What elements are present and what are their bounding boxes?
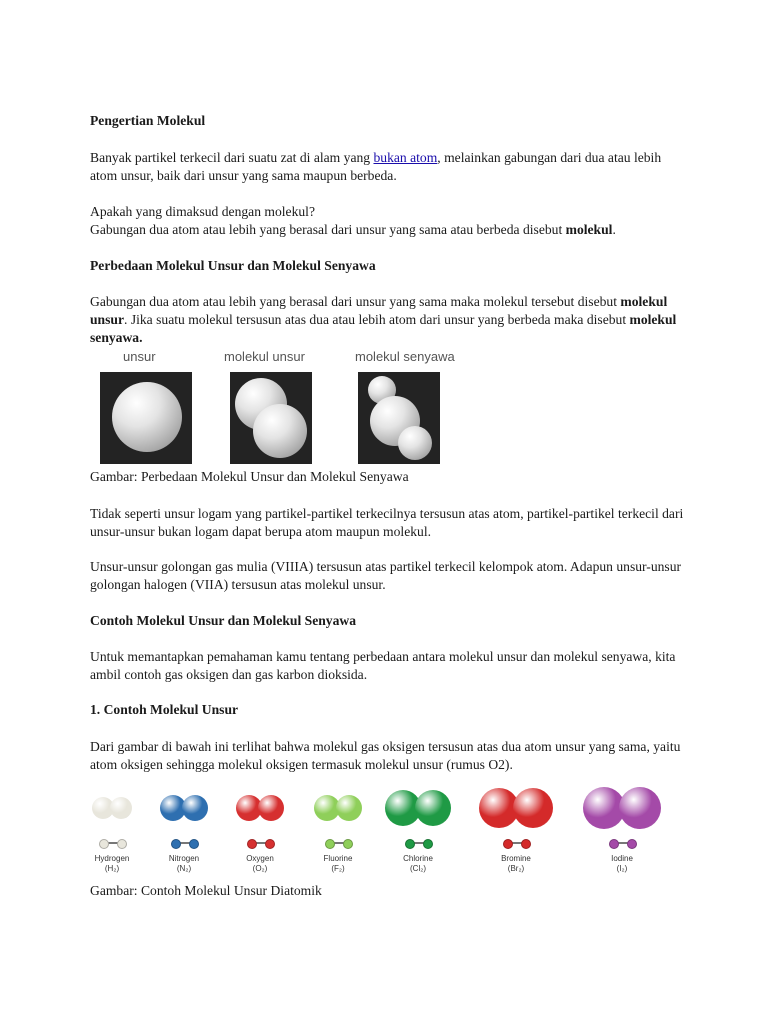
molecule-formula: (N₂) (176, 864, 192, 873)
paragraph-text: Gabungan dua atom atau lebih yang berasal dari unsur yang sama maka molekul tersebut disebut (90, 294, 621, 309)
section-title-contoh: Contoh Molekul Unsur dan Molekul Senyawa (90, 613, 357, 628)
figure-molecule-comparison (96, 346, 476, 466)
section-title-perbedaan: Perbedaan Molekul Unsur dan Molekul Senyawa (90, 258, 376, 273)
molecule-formula: (F₂) (331, 864, 345, 873)
molecule-formula: (Cl₂) (410, 864, 426, 873)
atom-sphere (398, 426, 432, 460)
atom-dot (265, 839, 275, 849)
molecule-formula: (H₂) (104, 864, 120, 873)
answer-before: Gabungan dua atom atau lebih yang berasal dari unsur yang sama atau berbeda disebut (90, 222, 566, 237)
molecule-iodine (579, 776, 665, 880)
atom-ball (513, 788, 553, 828)
section-title-contoh-molekul-unsur: 1. Contoh Molekul Unsur (90, 702, 239, 717)
molecule-name: Oxygen (246, 854, 274, 863)
atom-dot (521, 839, 531, 849)
molecule-formula: (Br₂) (507, 864, 525, 873)
atom-dot (99, 839, 109, 849)
atom-ball (415, 790, 451, 826)
figure-caption-perbedaan: Gambar: Perbedaan Molekul Unsur dan Molekul Senyawa (90, 469, 409, 484)
figure-caption-diatomik: Gambar: Contoh Molekul Unsur Diatomik (90, 883, 322, 898)
atom-dot (171, 839, 181, 849)
molecule-formula: (I₂) (616, 864, 628, 873)
molecule-formula: (O₂) (252, 864, 268, 873)
paragraph-text: , melainkan gabungan dari dua atau lebih atom unsur, baik dari unsur yang sama maupun berbeda. (90, 150, 662, 183)
bold-molekul-senyawa: molekul senyawa. (90, 312, 677, 345)
atom-dot (423, 839, 433, 849)
atom-ball (182, 795, 208, 821)
atom-dot (609, 839, 619, 849)
atom-sphere (112, 382, 182, 452)
atom-dot (343, 839, 353, 849)
atom-dot (405, 839, 415, 849)
atom-dot (627, 839, 637, 849)
paragraph-gas-mulia: Unsur-unsur golongan gas mulia (VIIIA) tersusun atas partikel terkecil kelompok atom. Adapun unsur-unsur golongan halogen (VIIA) tersusun atas molekul unsur. (90, 559, 682, 592)
molecule-oxygen (217, 776, 303, 880)
molecule-chlorine (375, 776, 461, 880)
answer-bold: molekul (565, 222, 613, 237)
atom-dot (117, 839, 127, 849)
molecule-name: Chlorine (403, 854, 433, 863)
atom-ball (258, 795, 284, 821)
molecule-nitrogen (141, 776, 227, 880)
figure-diatomic-molecules (90, 776, 680, 880)
molekul-senyawa-image (358, 372, 440, 464)
unsur-image (100, 372, 192, 464)
atom-dot (503, 839, 513, 849)
molecule-fluorine (295, 776, 381, 880)
paragraph-text: . Jika suatu molekul tersusun atas dua atau lebih atom dari unsur yang berbeda maka disebut (124, 312, 630, 327)
atom-ball (336, 795, 362, 821)
answer-text (90, 221, 690, 239)
atom-ball (619, 787, 661, 829)
section-title-pengertian-molekul: Pengertian Molekul (90, 113, 206, 128)
paragraph-oksigen: Dari gambar di bawah ini terlihat bahwa molekul gas oksigen tersusun atas dua atom unsur yang sama, yaitu atom oksigen sehingga molekul oksigen termasuk molekul unsur (rumus O2). (90, 739, 681, 772)
atom-dot (189, 839, 199, 849)
paragraph-nonmetal: Tidak seperti unsur logam yang partikel-partikel terkecilnya tersusun atas atom, partikel-partikel terkecil dari unsur-unsur bukan logam dapat berupa atom maupun molekul. (90, 506, 684, 539)
figure-label-molekul-unsur: molekul unsur (224, 349, 305, 364)
figure-label-molekul-senyawa: molekul senyawa (355, 349, 455, 364)
paragraph-contoh: Untuk memantapkan pemahaman kamu tentang perbedaan antara molekul unsur dan molekul senyawa, kita ambil contoh gas oksigen dan gas karbon dioksida. (90, 649, 676, 682)
paragraph-perbedaan (90, 293, 690, 347)
molecule-name: Bromine (501, 854, 531, 863)
atom-dot (247, 839, 257, 849)
answer-after: . (612, 222, 616, 237)
molecule-name: Nitrogen (168, 854, 200, 863)
molekul-unsur-image (230, 372, 312, 464)
paragraph-definition (90, 149, 690, 185)
molecule-name: Fluorine (323, 854, 353, 863)
molecule-bromine (473, 776, 559, 880)
atom-sphere (253, 404, 307, 458)
bukan-atom-link[interactable]: bukan atom (373, 150, 438, 165)
molecule-name: Hydrogen (94, 854, 130, 863)
molecule-name: Iodine (611, 854, 633, 863)
bold-molekul-unsur: molekul unsur (90, 294, 668, 327)
question-text: Apakah yang dimaksud dengan molekul? (90, 204, 315, 219)
paragraph-text: Banyak partikel terkecil dari suatu zat di alam yang (90, 150, 374, 165)
atom-dot (325, 839, 335, 849)
figure-label-unsur: unsur (123, 349, 156, 364)
atom-ball (110, 797, 132, 819)
